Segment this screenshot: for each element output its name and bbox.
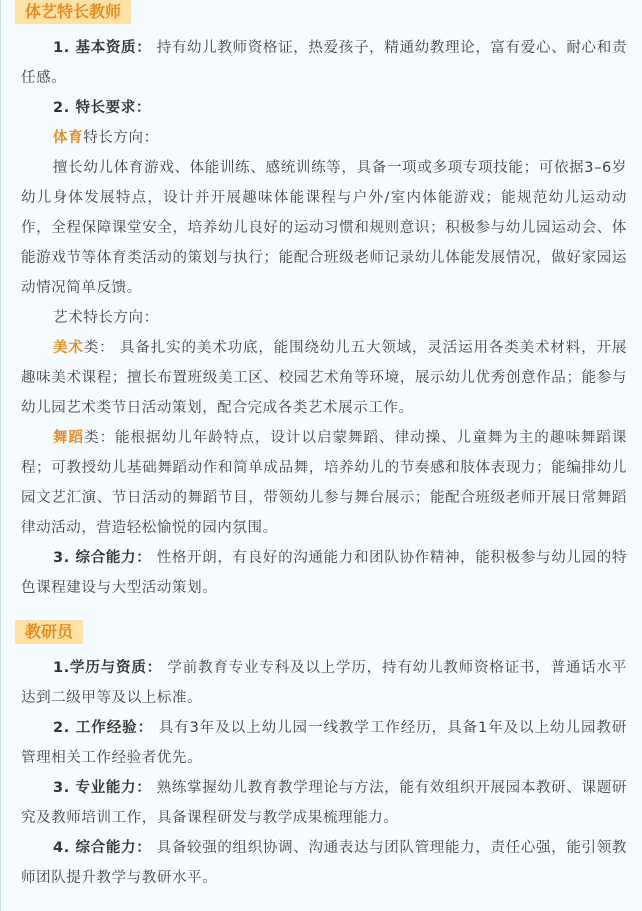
researcher-item	[21, 653, 627, 713]
art-heading	[21, 303, 627, 333]
researcher-item-text: 学前教育专业专科及以上学历，持有幼儿教师资格证书，普通话水平达到二级甲等及以上标准。	[21, 660, 627, 706]
dance-text: 能根据幼儿年龄特点，设计以启蒙舞蹈、律动操、儿童舞为主的趣味舞蹈课程；可教授幼儿基础舞蹈动作和简单成品舞，培养幼儿的节奏感和肢体表现力；能编排幼儿园文艺汇演、节日活动的舞蹈节目，带领幼儿参与舞台展示；能配合班级老师开展日常舞蹈律动活动，营造轻松愉悦的园内氛围。	[21, 430, 628, 536]
researcher-item-text: 熟练掌握幼儿教育教学理论与方法，能有效组织开展园本教研、课题研究及教师培训工作，具备课程研发与教学成果梳理能力。	[21, 780, 627, 826]
dance-description	[21, 423, 627, 543]
pe-label: 体育	[53, 130, 84, 146]
researcher-item-label: 1.学历与资质：	[53, 660, 162, 676]
art-heading-text: 艺术特长方向：	[53, 310, 159, 326]
pe-suffix: 特长方向：	[83, 130, 159, 146]
researcher-item-label: 4. 综合能力：	[53, 840, 152, 856]
comprehensive-ability	[21, 543, 627, 603]
pe-heading	[21, 123, 627, 153]
researcher-item	[21, 713, 627, 773]
researcher-item-text: 具备较强的组织协调、沟通表达与团队管理能力，责任心强，能引领教师团队提升教学与教研水平。	[21, 840, 627, 886]
basic-text: 持有幼儿教师资格证，热爱孩子，精通幼教理论，富有爱心、耐心和责任感。	[21, 40, 627, 86]
specialty-requirement	[21, 93, 627, 123]
researcher-item-text: 具有3年及以上幼儿园一线教学工作经历，具备1年及以上幼儿园教研管理相关工作经验者优先。	[21, 720, 627, 766]
section-title-teacher: 体艺特长教师	[15, 0, 131, 24]
researcher-item	[21, 833, 627, 893]
requirement-label: 2. 特长要求：	[53, 100, 151, 116]
dance-colon: 类：	[84, 430, 116, 446]
researcher-item-label: 3. 专业能力：	[53, 780, 152, 796]
art-text: 具备扎实的美术功底，能围绕幼儿五大领域，灵活运用各类美术材料，开展趣味美术课程；擅长布置班级美工区、校园艺术角等环境，展示幼儿优秀创意作品；能参与幼儿园艺术类节日活动策划，配合完成各类艺术展示工作。	[21, 340, 627, 416]
researcher-item-label: 2. 工作经验：	[53, 720, 154, 736]
pe-text: 擅长幼儿体育游戏、体能训练、感统训练等，具备一项或多项专项技能；可依据3–6岁幼儿身体发展特点，设计并开展趣味体能课程与户外/室内体能游戏；能规范幼儿运动动作，全程保障课堂安全，培养幼儿良好的运动习惯和规则意识；积极参与幼儿园运动会、体能游戏节等体育类活动的策划与执行；能配合班级老师记录幼儿体能发展情况，做好家园运动情况简单反馈。	[21, 160, 627, 296]
pe-description	[21, 153, 627, 303]
dance-label: 舞蹈	[53, 430, 85, 446]
art-label: 美术	[53, 340, 84, 356]
basic-qualification	[21, 33, 627, 93]
comprehensive-label: 3. 综合能力：	[53, 550, 152, 566]
basic-label: 1. 基本资质：	[53, 40, 152, 56]
researcher-item	[21, 773, 627, 833]
art-description	[21, 333, 627, 423]
section-title-researcher: 教研员	[15, 620, 83, 644]
comprehensive-text: 性格开朗，有良好的沟通能力和团队协作精神，能积极参与幼儿园的特色课程建设与大型活动策划。	[21, 550, 627, 596]
art-colon: 类：	[83, 340, 115, 356]
